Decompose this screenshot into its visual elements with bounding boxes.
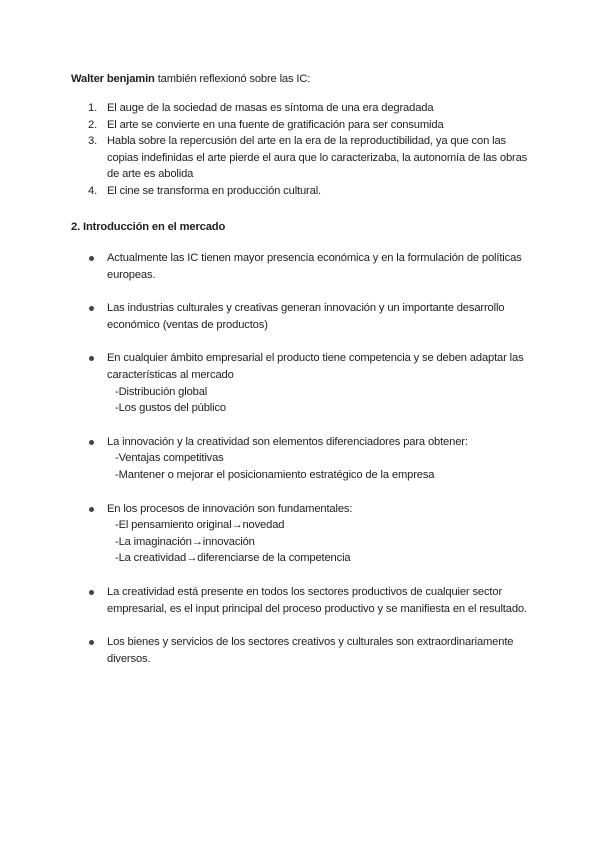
bullet-icon xyxy=(89,440,94,445)
item-text: El cine se transforma en producción cultural. xyxy=(107,184,322,197)
item-number: 2. xyxy=(88,118,98,131)
bullet-item xyxy=(71,434,531,484)
numbered-item xyxy=(71,183,531,200)
bullet-item xyxy=(71,300,531,333)
sub-item: -El pensamiento original→novedad xyxy=(115,519,285,532)
bullet-text: Las industrias culturales y creativas generan innovación y un importante desarrollo económico (ventas de productos) xyxy=(107,302,505,331)
item-text: El arte se convierte en una fuente de gratificación para ser consumida xyxy=(107,118,444,131)
bullet-list xyxy=(71,250,531,684)
bullet-text: Los bienes y servicios de los sectores creativos y culturales son extraordinariamente diversos. xyxy=(107,636,514,665)
bullet-text: La creatividad está presente en todos los sectores productivos de cualquier sector empresarial, es el input principal del proceso productivo y se manifiesta en el resultado. xyxy=(107,585,527,615)
sub-item: -La imaginación→innovación xyxy=(115,535,255,548)
bullet-text: Actualmente las IC tienen mayor presencia económica y en la formulación de políticas europeas. xyxy=(107,252,522,281)
bullet-item xyxy=(71,584,531,617)
bullet-icon xyxy=(89,507,94,512)
bullet-item xyxy=(71,250,531,283)
bullet-text: En los procesos de innovación son fundamentales: xyxy=(107,502,353,515)
sub-item: -Mantener o mejorar el posicionamiento estratégico de la empresa xyxy=(115,468,435,481)
intro-paragraph xyxy=(71,71,531,88)
item-text: El auge de la sociedad de masas es síntoma de una era degradada xyxy=(107,102,434,114)
sub-item: -La creatividad→diferenciarse de la competencia xyxy=(115,552,351,565)
bullet-icon xyxy=(89,256,94,261)
item-number: 4. xyxy=(88,184,98,197)
intro-text: también reflexionó sobre las IC: xyxy=(154,73,311,85)
sub-item: -Distribución global xyxy=(115,385,208,398)
bullet-text: En cualquier ámbito empresarial el producto tiene competencia y se deben adaptar las características al mercado xyxy=(107,352,524,381)
numbered-item xyxy=(71,100,531,117)
item-number: 1. xyxy=(88,102,98,114)
author-name: Walter benjamin xyxy=(71,73,155,85)
sub-item: -Ventajas competitivas xyxy=(115,452,224,465)
bullet-icon xyxy=(89,590,94,595)
numbered-item xyxy=(71,133,531,183)
bullet-icon xyxy=(89,306,94,311)
bullet-item xyxy=(71,501,531,567)
item-number: 3. xyxy=(88,135,98,148)
bullet-item xyxy=(71,350,531,416)
numbered-item xyxy=(71,117,531,134)
numbered-list xyxy=(71,100,531,200)
sub-item: -Los gustos del público xyxy=(115,402,226,415)
bullet-item xyxy=(71,634,531,667)
bullet-icon xyxy=(89,356,94,361)
item-text: Habla sobre la repercusión del arte en la era de la reproductibilidad, ya que con las copias indefinidas el arte pierde el aura que lo caracterizaba, la autonomía de las obras de arte es abolida xyxy=(107,135,528,181)
section-heading: 2. Introducción en el mercado xyxy=(71,221,226,233)
bullet-text: La innovación y la creatividad son elementos diferenciadores para obtener: xyxy=(107,435,468,448)
bullet-icon xyxy=(89,640,94,645)
